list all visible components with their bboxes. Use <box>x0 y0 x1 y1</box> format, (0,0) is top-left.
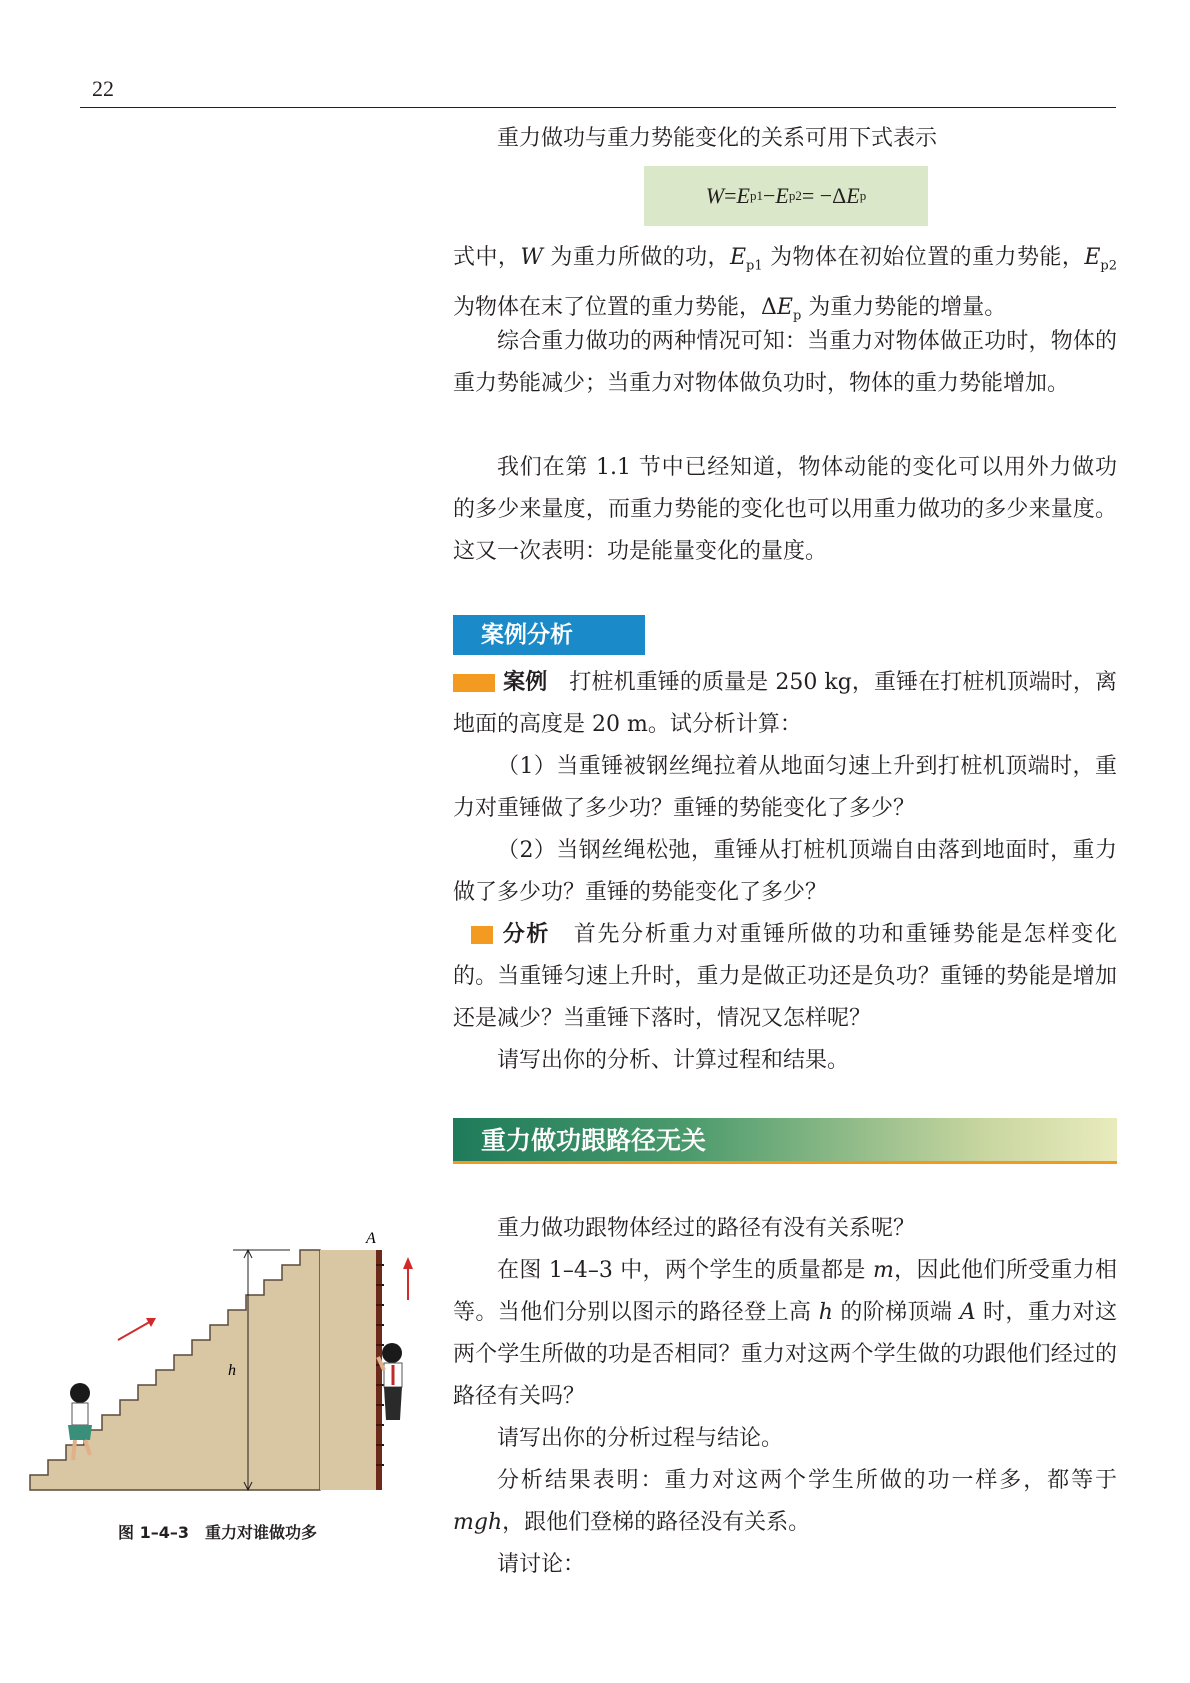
def-e2-sub: p2 <box>1100 258 1117 274</box>
stair-top-ledge <box>320 1250 376 1490</box>
formula-e3: E <box>846 183 860 208</box>
def-text-a: 式中， <box>453 245 521 270</box>
label-A: A <box>366 1230 376 1247</box>
write-instruction-2: 请写出你的分析过程与结论。 <box>497 1426 784 1451</box>
formula-equals: = <box>724 183 737 208</box>
result-text-a: 分析结果表明：重力对这两个学生所做的功一样多，都等于 <box>497 1468 1117 1493</box>
def-text-e: 为重力势能的增量。 <box>801 295 1007 321</box>
formula-equals-delta: = −Δ <box>801 183 847 208</box>
diagonal-arrow-icon <box>118 1318 156 1340</box>
formula-e3-sub: p <box>859 188 867 203</box>
analysis-text: 首先分析重力对重锤所做的功和重锤势能是怎样变化的。当重锤匀速上升时，重力是做正功还是负功？重锤的势能是增加还是减少？当重锤下落时，情况又怎样呢？ <box>453 922 1117 1031</box>
def-w: W <box>520 245 543 270</box>
def-text-c: 为物体在初始位置的重力势能， <box>762 245 1085 270</box>
conclusion-paragraph: 综合重力做功的两种情况可知：当重力对物体做正功时，物体的重力势能减少；当重力对物体做负功时，物体的重力势能增加。 <box>453 329 1117 396</box>
path-question: 重力做功跟物体经过的路径有没有关系呢？ <box>497 1216 916 1241</box>
path-section-header: 重力做功跟路径无关 <box>453 1118 1117 1164</box>
fig-ref-m: m <box>872 1258 894 1283</box>
energy-measure-paragraph: 我们在第 1.1 节中已经知道，物体动能的变化可以用外力做功的多少来量度，而重力势能的变化也可以用重力做功的多少来量度。这又一次表明：功是能量变化的量度。 <box>453 455 1117 564</box>
question-1: （1）当重锤被钢丝绳拉着从地面匀速上升到打桩机顶端时，重力对重锤做了多少功？重锤的势能变化了多少？ <box>453 754 1117 821</box>
def-e3-sub: p <box>792 308 802 324</box>
stairs-figure <box>28 1230 428 1495</box>
formula-e1: E <box>736 183 750 208</box>
header-rule <box>80 107 1116 108</box>
fig-ref-text-a: 在图 1–4–3 中，两个学生的质量都是 <box>497 1258 873 1283</box>
formula-e2: E <box>775 183 789 208</box>
fig-ref-h: h <box>818 1300 833 1325</box>
def-e1: E <box>729 245 747 270</box>
analysis-marker-icon <box>471 926 493 944</box>
discuss-prompt: 请讨论： <box>497 1552 586 1577</box>
page-number: 22 <box>92 76 114 101</box>
up-arrow-icon <box>403 1257 413 1300</box>
fig-ref-A: A <box>959 1300 976 1325</box>
figure-reference-paragraph <box>453 1250 1117 1418</box>
formula-w: W <box>705 183 725 208</box>
formula-e2-sub: p2 <box>788 188 802 203</box>
question-2: （2）当钢丝绳松弛，重锤从打桩机顶端自由落到地面时，重力做了多少功？重锤的势能变化了多少？ <box>453 838 1117 905</box>
case-paragraph <box>453 662 1117 746</box>
case-marker-icon <box>453 674 495 692</box>
figure-caption: 图 1–4–3 重力对谁做功多 <box>118 1523 317 1542</box>
analysis-paragraph <box>453 914 1117 1040</box>
fig-ref-text-b: ，因此他们所受重力相等。当他们分别以图示的路径登上高 <box>453 1258 1117 1325</box>
case-section-header: 案例分析 <box>453 615 645 655</box>
def-e1-sub: p1 <box>746 258 763 274</box>
fig-ref-text-c: 的阶梯顶端 <box>832 1300 960 1325</box>
case-label: 案例 <box>503 670 548 695</box>
write-instruction-1: 请写出你的分析、计算过程和结果。 <box>497 1048 850 1073</box>
def-text-d: 为物体在末了位置的重力势能，Δ <box>453 295 777 321</box>
result-text-b: ，跟他们登梯的路径没有关系。 <box>502 1510 811 1535</box>
analysis-label: 分析 <box>501 922 551 947</box>
def-text-b: 为重力所做的功， <box>542 245 730 270</box>
def-e2: E <box>1084 245 1101 270</box>
fig-ref-text-d: 时，重力对这两个学生所做的功是否相同？重力对这两个学生做的功跟他们经过的路径有关吗？ <box>453 1300 1117 1409</box>
formula-e1-sub: p1 <box>749 188 763 203</box>
formula-minus: − <box>762 183 776 208</box>
formula-box <box>644 166 928 226</box>
result-paragraph <box>453 1460 1117 1544</box>
def-e3: E <box>776 295 793 321</box>
result-mgh: mgh <box>453 1510 503 1535</box>
label-h: h <box>228 1362 236 1379</box>
case-text: 打桩机重锤的质量是 250 kg，重锤在打桩机顶端时，离地面的高度是 20 m。试分析计算： <box>453 670 1117 737</box>
intro-paragraph: 重力做功与重力势能变化的关系可用下式表示 <box>497 126 938 151</box>
